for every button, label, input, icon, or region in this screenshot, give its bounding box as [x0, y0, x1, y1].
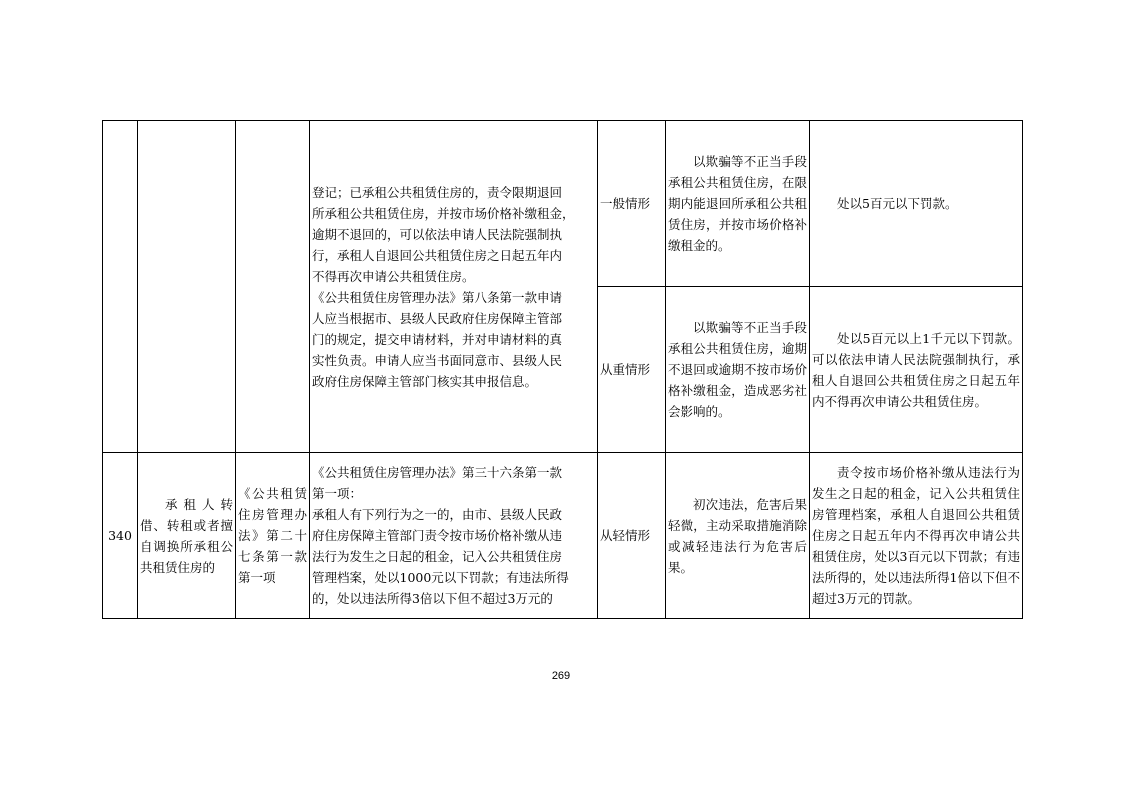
basis-line: 承租人有下列行为之一的，由市、县级人民政 [312, 507, 563, 522]
basis-line: 人应当根据市、县级人民政府住房保障主管部 [312, 310, 563, 326]
table-row [103, 121, 1023, 287]
basis-line: 所承租公共租赁住房，并按市场价格补缴租金， [312, 205, 575, 221]
circumstance-cell: 从轻情形 [598, 453, 666, 619]
basis-line: 政府住房保障主管部门核实其申报信息。 [312, 373, 538, 389]
basis-line: 法行为发生之日起的租金，记入公共租赁住房 [312, 549, 563, 564]
item-number-cell: 340 [103, 453, 138, 619]
penalty-cell: 责令按市场价格补缴从违法行为发生之日起的租金，记入公共租赁住房管理档案，承租人自退回公共租赁住房之日起五年内不得再次申请公共租赁住房，处以3百元以下罚款；有违法所得的，处以违法所得1倍以下但不超过3万元的罚款。 [810, 453, 1023, 619]
page-number: 269 [551, 670, 571, 682]
basis-name-cell [236, 121, 310, 453]
basis-line: 第一项： [312, 486, 363, 501]
basis-line: 的，处以违法所得3倍以下但不超过3万元的 [312, 591, 553, 606]
penalty-standards-table [102, 120, 1023, 619]
circumstance-cell: 从重情形 [598, 287, 666, 453]
legal-basis-cell [310, 453, 598, 619]
violation-name-cell [138, 121, 236, 453]
basis-line: 《公共租赁住房管理办法》第三十六条第一款 [312, 465, 563, 480]
circumstance-cell: 一般情形 [598, 121, 666, 287]
condition-cell: 初次违法，危害后果轻微，主动采取措施消除或减轻违法行为危害后果。 [666, 453, 810, 619]
table-row [103, 453, 1023, 619]
basis-line: 行，承租人自退回公共租赁住房之日起五年内 [312, 247, 563, 263]
basis-line: 不得再次申请公共租赁住房。 [312, 268, 475, 284]
basis-line: 逾期不退回的，可以依法申请人民法院强制执 [312, 226, 563, 242]
basis-line: 门的规定，提交申请材料，并对申请材料的真 [312, 331, 563, 347]
basis-line: 《公共租赁住房管理办法》第八条第一款申请 [312, 289, 563, 305]
violation-name-cell: 承租人转借、转租或者擅自调换所承租公共租赁住房的 [138, 453, 236, 619]
condition-cell: 以欺骗等不正当手段承租公共租赁住房，逾期不退回或逾期不按市场价格补缴租金，造成恶劣社会影响的。 [666, 287, 810, 453]
penalty-cell: 处以5百元以上1千元以下罚款。可以依法申请人民法院强制执行，承租人自退回公共租赁住房之日起五年内不得再次申请公共租赁住房。 [810, 287, 1023, 453]
basis-name-cell: 《公共租赁住房管理办法》第二十七条第一款第一项 [236, 453, 310, 619]
basis-line: 实性负责。申请人应当书面同意市、县级人民 [312, 352, 563, 368]
legal-basis-cell [310, 121, 598, 453]
condition-cell: 以欺骗等不正当手段承租公共租赁住房，在限期内能退回所承租公共租赁住房，并按市场价格补缴租金的。 [666, 121, 810, 287]
basis-line: 登记；已承租公共租赁住房的，责令限期退回 [312, 184, 563, 200]
basis-line: 府住房保障主管部门责令按市场价格补缴从违 [312, 528, 563, 543]
penalty-cell: 处以5百元以下罚款。 [810, 121, 1023, 287]
item-number-cell [103, 121, 138, 453]
basis-line: 管理档案，处以1000元以下罚款；有违法所得 [312, 570, 569, 585]
